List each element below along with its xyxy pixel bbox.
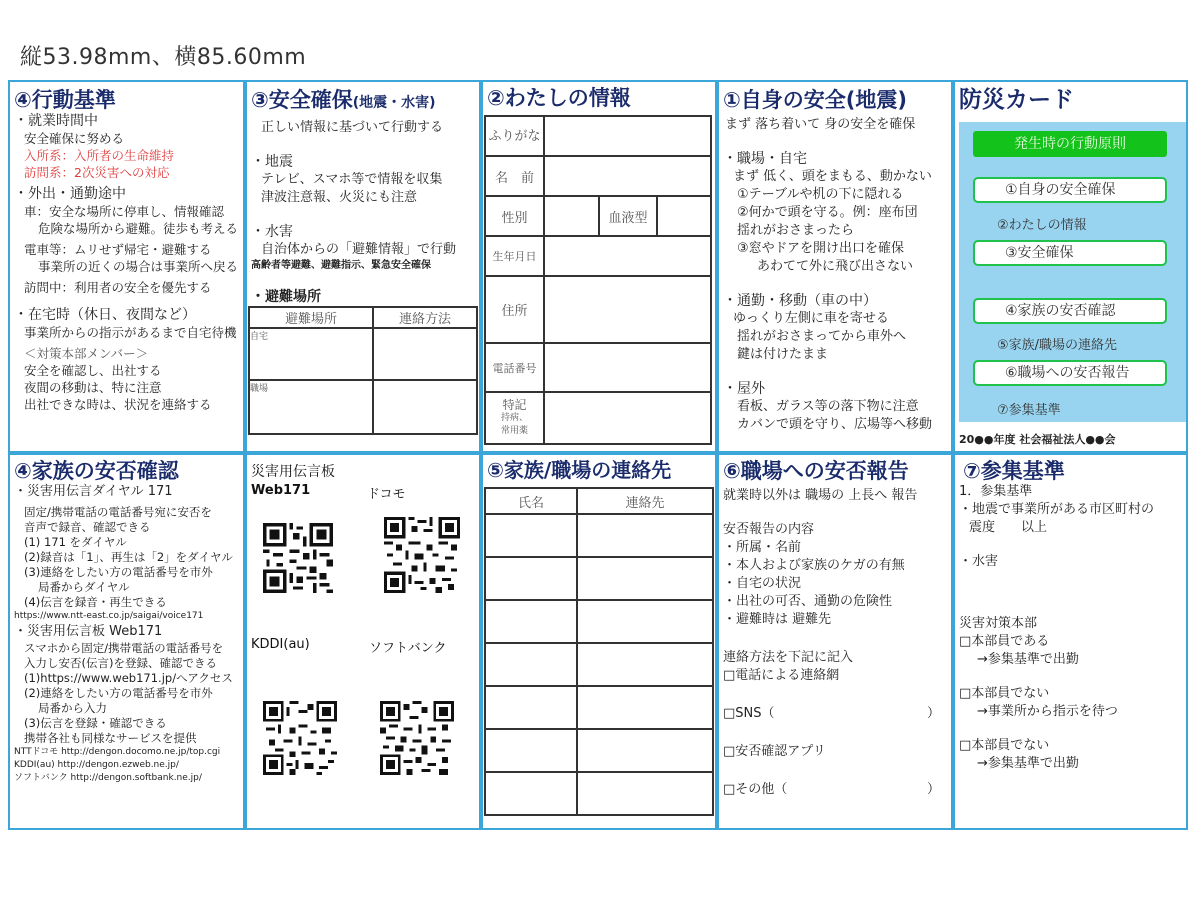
label-line: 持病、	[500, 412, 528, 423]
panel-title: ⑦参集基準	[963, 459, 1065, 483]
text-line: まず 低く、頭をまもる、動かない	[733, 169, 932, 184]
panel-cover	[953, 80, 1188, 453]
row-label: 職場	[249, 380, 373, 434]
table-row	[485, 392, 711, 444]
text-line: 固定/携帯電話の電話番号宛に安否を	[24, 505, 212, 519]
close-paren: ）	[927, 782, 941, 797]
table-header-row	[249, 307, 477, 328]
contact-name-cell[interactable]	[485, 729, 577, 772]
principle-banner: 発生時の行動原則	[973, 131, 1167, 157]
label-line: 特記	[502, 397, 527, 412]
text-line: 電車等：ムリせず帰宅・避難する	[24, 242, 212, 257]
phone-field[interactable]	[544, 343, 711, 392]
text-line: 局番からダイヤル	[38, 580, 130, 594]
table-row	[485, 343, 711, 392]
text-line: 車：安全な場所に停車し、情報確認	[24, 204, 225, 219]
hq-member-checkbox[interactable]: □本部員である	[959, 634, 1050, 649]
qr-code-docomo[interactable]	[384, 517, 460, 593]
text-line: 津波注意報、火災にも注意	[261, 190, 418, 205]
text-line: ③窓やドアを開け出口を確保	[737, 241, 905, 256]
text-line: (3)伝言を登録・確認できる	[24, 716, 167, 730]
table-row	[249, 328, 477, 380]
text-line-red: 訪問系：2次災害への対応	[24, 165, 170, 180]
panel-title: ⑤家族/職場の連絡先	[487, 458, 672, 482]
text-line: 安全確保に努める	[24, 131, 125, 146]
text-line: 揺れがおさまってから車外へ	[737, 329, 907, 344]
section-heading: ・屋外	[723, 381, 765, 397]
panel-contacts	[481, 453, 717, 830]
table-row	[485, 772, 713, 815]
shelter-table	[248, 306, 478, 435]
principle-item-7: ⑦参集基準	[997, 403, 1061, 418]
docomo-dengon-link[interactable]: NTTドコモ http://dengon.docomo.ne.jp/top.cgi	[14, 747, 221, 757]
text-line: 夜間の移動は、特に注意	[24, 380, 162, 395]
other-checkbox[interactable]	[719, 781, 951, 799]
contact-info-cell[interactable]	[577, 600, 713, 643]
field-label: 電話番号	[485, 343, 544, 392]
text-line: 携帯各社も同様なサービスを提供	[24, 731, 197, 745]
text-line: カバンで頭を守り、広場等へ移動	[737, 417, 933, 432]
table-row	[485, 276, 711, 343]
panel-title: ④行動基準	[14, 88, 116, 112]
field-label	[485, 392, 544, 444]
contact-info-cell[interactable]	[577, 772, 713, 815]
text-line: ・出社の可否、通勤の危険性	[723, 594, 893, 609]
field-label: 住所	[485, 276, 544, 343]
field-label: 性別	[485, 196, 544, 236]
kddi-dengon-link[interactable]: KDDI(au) http://dengon.ezweb.ne.jp/	[14, 760, 179, 770]
contact-info-cell[interactable]	[577, 729, 713, 772]
table-row	[485, 236, 711, 276]
field-label: 名 前	[485, 156, 544, 196]
section-heading: 1．参集基準	[959, 484, 1033, 499]
text-line: 事業所の近くの場合は事業所へ戻る	[38, 259, 239, 274]
ntt-voice171-link[interactable]: https://www.ntt-east.co.jp/saigai/voice171	[14, 611, 204, 621]
text-line: ゆっくり左側に車を寄せる	[733, 311, 889, 326]
panel-family-safety	[8, 453, 245, 830]
text-line: 自治体からの「避難情報」で行動	[261, 242, 457, 257]
qr-panel-title: 災害用伝言板	[251, 464, 335, 480]
text-line: ＜対策本部メンバー＞	[24, 346, 149, 361]
birthday-field[interactable]	[544, 236, 711, 276]
section-heading: ・通勤・移動（車の中）	[723, 293, 877, 309]
table-header: 連絡方法	[373, 307, 477, 328]
section-heading: ・災害用伝言ダイヤル 171	[14, 484, 173, 499]
text-line: 事業所からの指示があるまで自宅待機	[24, 325, 237, 340]
notes-field[interactable]	[544, 392, 711, 444]
table-row	[485, 643, 713, 686]
softbank-dengon-link[interactable]: ソフトバンク http://dengon.softbank.ne.jp/	[14, 773, 202, 783]
web171-link[interactable]: (1)https://www.web171.jp/へアクセス	[24, 671, 233, 685]
phone-network-checkbox[interactable]: □電話による連絡網	[723, 668, 840, 683]
text-line: 看板、ガラス等の落下物に注意	[737, 399, 919, 414]
table-row	[485, 557, 713, 600]
text-line: 安全を確認し、出社する	[24, 363, 162, 378]
section-heading: 連絡方法を下記に記入	[723, 650, 854, 665]
name-field[interactable]	[544, 156, 711, 196]
text-line: 出社できな時は、状況を連絡する	[24, 397, 212, 412]
panel-workplace-report	[717, 453, 953, 830]
text-line: ・水害	[959, 554, 999, 569]
table-header: 連絡先	[577, 488, 713, 514]
text-line: 揺れがおさまったら	[737, 223, 855, 238]
contact-name-cell[interactable]	[485, 557, 577, 600]
organization-label: 20●●年度 社会福祉法人●●会	[959, 433, 1116, 446]
principle-item-1: ①自身の安全確保	[973, 177, 1167, 203]
qr-code-web171[interactable]	[263, 523, 333, 593]
panel-assembly-criteria	[953, 453, 1188, 830]
blood-type-field[interactable]	[657, 196, 711, 236]
text-line: ・地震で事業所がある市区町村の	[959, 502, 1155, 517]
panel-my-info	[481, 80, 717, 453]
text-line: (2)連絡をしたい方の電話番号を市外	[24, 686, 213, 700]
contact-name-cell[interactable]	[485, 514, 577, 557]
panel-title: ②わたしの情報	[487, 86, 631, 110]
qr-code-kddi[interactable]	[263, 701, 337, 775]
address-field[interactable]	[544, 276, 711, 343]
principle-item-2: ②わたしの情報	[997, 218, 1087, 233]
text-line: →参集基準で出勤	[977, 652, 1079, 667]
contact-name-cell[interactable]	[485, 772, 577, 815]
panel-title	[247, 82, 479, 115]
section-heading: ・外出・通勤途中	[14, 186, 126, 202]
text-line: 鍵は付けたまま	[737, 347, 829, 362]
text-line: 訪問中：利用者の安全を優先する	[24, 280, 212, 295]
text-line: 危険な場所から避難。徒歩も考える	[38, 221, 239, 236]
close-paren: ）	[927, 706, 941, 721]
section-heading: ・地震	[251, 154, 293, 170]
field-label: 血液型	[599, 196, 657, 236]
field-label: ふりがな	[485, 116, 544, 156]
panel-action-standard	[8, 80, 245, 453]
section-heading: 災害対策本部	[959, 616, 1038, 631]
text-line: 入力し安否(伝言)を登録、確認できる	[24, 656, 217, 670]
option-label: □その他（	[723, 782, 788, 797]
text-line: ・本人および家族のケガの有無	[723, 558, 905, 573]
qr-label-docomo: ドコモ	[367, 487, 406, 502]
text-line: ・避難時は 避難先	[723, 612, 832, 627]
principle-item-4: ④家族の安否確認	[973, 298, 1167, 324]
table-header: 避難場所	[249, 307, 373, 328]
table-cell-input[interactable]	[373, 328, 477, 380]
text-line: (4)伝言を録音・再生できる	[24, 595, 167, 609]
qr-code-softbank[interactable]	[380, 701, 454, 775]
table-row	[485, 196, 711, 236]
row-label: 自宅	[249, 328, 373, 380]
contacts-table	[484, 487, 714, 816]
text-line: 局番から入力	[38, 701, 107, 715]
contact-info-cell[interactable]	[577, 514, 713, 557]
field-label: 生年月日	[485, 236, 544, 276]
not-hq-member-wait-checkbox[interactable]: □本部員でない	[959, 686, 1050, 701]
text-line: まず 落ち着いて 身の安全を確保	[725, 117, 916, 132]
panel-self-safety	[717, 80, 953, 453]
text-line: ①テーブルや机の下に隠れる	[737, 187, 904, 202]
contact-name-cell[interactable]	[485, 643, 577, 686]
table-row	[485, 156, 711, 196]
table-header-row	[485, 488, 713, 514]
text-line: 音声で録音、確認できる	[24, 520, 151, 534]
text-line: 就業時以外は 職場の 上長へ 報告	[723, 488, 918, 503]
text-line: スマホから固定/携帯電話の電話番号を	[24, 641, 224, 655]
panel-qr-codes	[245, 453, 481, 830]
text-line-small: 高齢者等避難、避難指示、緊急安全確保	[251, 260, 431, 271]
gender-field[interactable]	[544, 196, 599, 236]
card-title: 防災カード	[959, 87, 1074, 113]
section-heading: ・就業時間中	[14, 113, 98, 129]
principle-item-6: ⑥職場への安否報告	[973, 360, 1167, 386]
qr-label-kddi: KDDI(au)	[251, 637, 310, 652]
table-row	[485, 514, 713, 557]
personal-info-table	[484, 115, 712, 445]
disaster-card-layout	[8, 80, 1188, 830]
safety-app-checkbox[interactable]: □安否確認アプリ	[723, 744, 826, 759]
section-heading: ・水害	[251, 224, 293, 240]
contact-name-cell[interactable]	[485, 600, 577, 643]
contact-info-cell[interactable]	[577, 643, 713, 686]
panel-safety	[245, 80, 481, 453]
text-line: ②何かで頭を守る。例：座布団	[737, 205, 918, 220]
furigana-field[interactable]	[544, 116, 711, 156]
text-line: →参集基準で出勤	[977, 756, 1079, 771]
text-line: ・自宅の状況	[723, 576, 802, 591]
sns-checkbox[interactable]	[719, 705, 951, 723]
panel-title: ①自身の安全(地震)	[723, 88, 907, 112]
table-row	[485, 729, 713, 772]
label-line: 常用薬	[500, 425, 528, 436]
principle-item-5: ⑤家族/職場の連絡先	[997, 338, 1118, 353]
section-heading: ・在宅時（休日、夜間など）	[14, 307, 196, 323]
section-heading: ・災害用伝言板 Web171	[14, 624, 163, 639]
principle-item-3: ③安全確保	[973, 240, 1167, 266]
contact-info-cell[interactable]	[577, 686, 713, 729]
qr-label-softbank: ソフトバンク	[369, 641, 447, 656]
text-line: テレビ、スマホ等で情報を収集	[261, 172, 443, 187]
section-heading: ・避難場所	[251, 289, 321, 305]
table-header: 氏名	[485, 488, 577, 514]
title-sub: (地震・水害)	[352, 95, 436, 111]
text-line-red: 入所系：入所者の生命維持	[24, 148, 175, 163]
text-line: (2)録音は「1」、再生は「2」をダイヤル	[24, 550, 233, 564]
table-row	[485, 600, 713, 643]
section-heading: 安否報告の内容	[723, 522, 815, 537]
not-hq-member-go-checkbox[interactable]: □本部員でない	[959, 738, 1050, 753]
text-line: →事業所から指示を待つ	[977, 704, 1118, 719]
text-line: ・所属・名前	[723, 540, 802, 555]
panel-title: ⑥職場への安否報告	[723, 459, 909, 483]
panel-title: ④家族の安否確認	[14, 459, 179, 483]
section-heading: ・職場・自宅	[723, 151, 807, 167]
text-line: (3)連絡をしたい方の電話番号を市外	[24, 565, 213, 579]
qr-label-web171: Web171	[251, 483, 311, 498]
text-line: あわてて外に飛び出さない	[757, 259, 914, 274]
table-cell-input[interactable]	[373, 380, 477, 434]
table-row	[249, 380, 477, 434]
text-line: (1) 171 をダイヤル	[24, 535, 127, 549]
contact-name-cell[interactable]	[485, 686, 577, 729]
seismic-intensity-field[interactable]: 震度 以上	[969, 520, 1048, 535]
principles-summary	[959, 122, 1187, 422]
option-label: □SNS（	[723, 706, 775, 721]
table-row	[485, 686, 713, 729]
table-row	[485, 116, 711, 156]
text-line: 正しい情報に基づいて行動する	[261, 120, 444, 135]
title-main: ③安全確保	[251, 88, 353, 112]
contact-info-cell[interactable]	[577, 557, 713, 600]
card-dimensions-label: 縦53.98mm、横85.60mm	[20, 45, 307, 70]
